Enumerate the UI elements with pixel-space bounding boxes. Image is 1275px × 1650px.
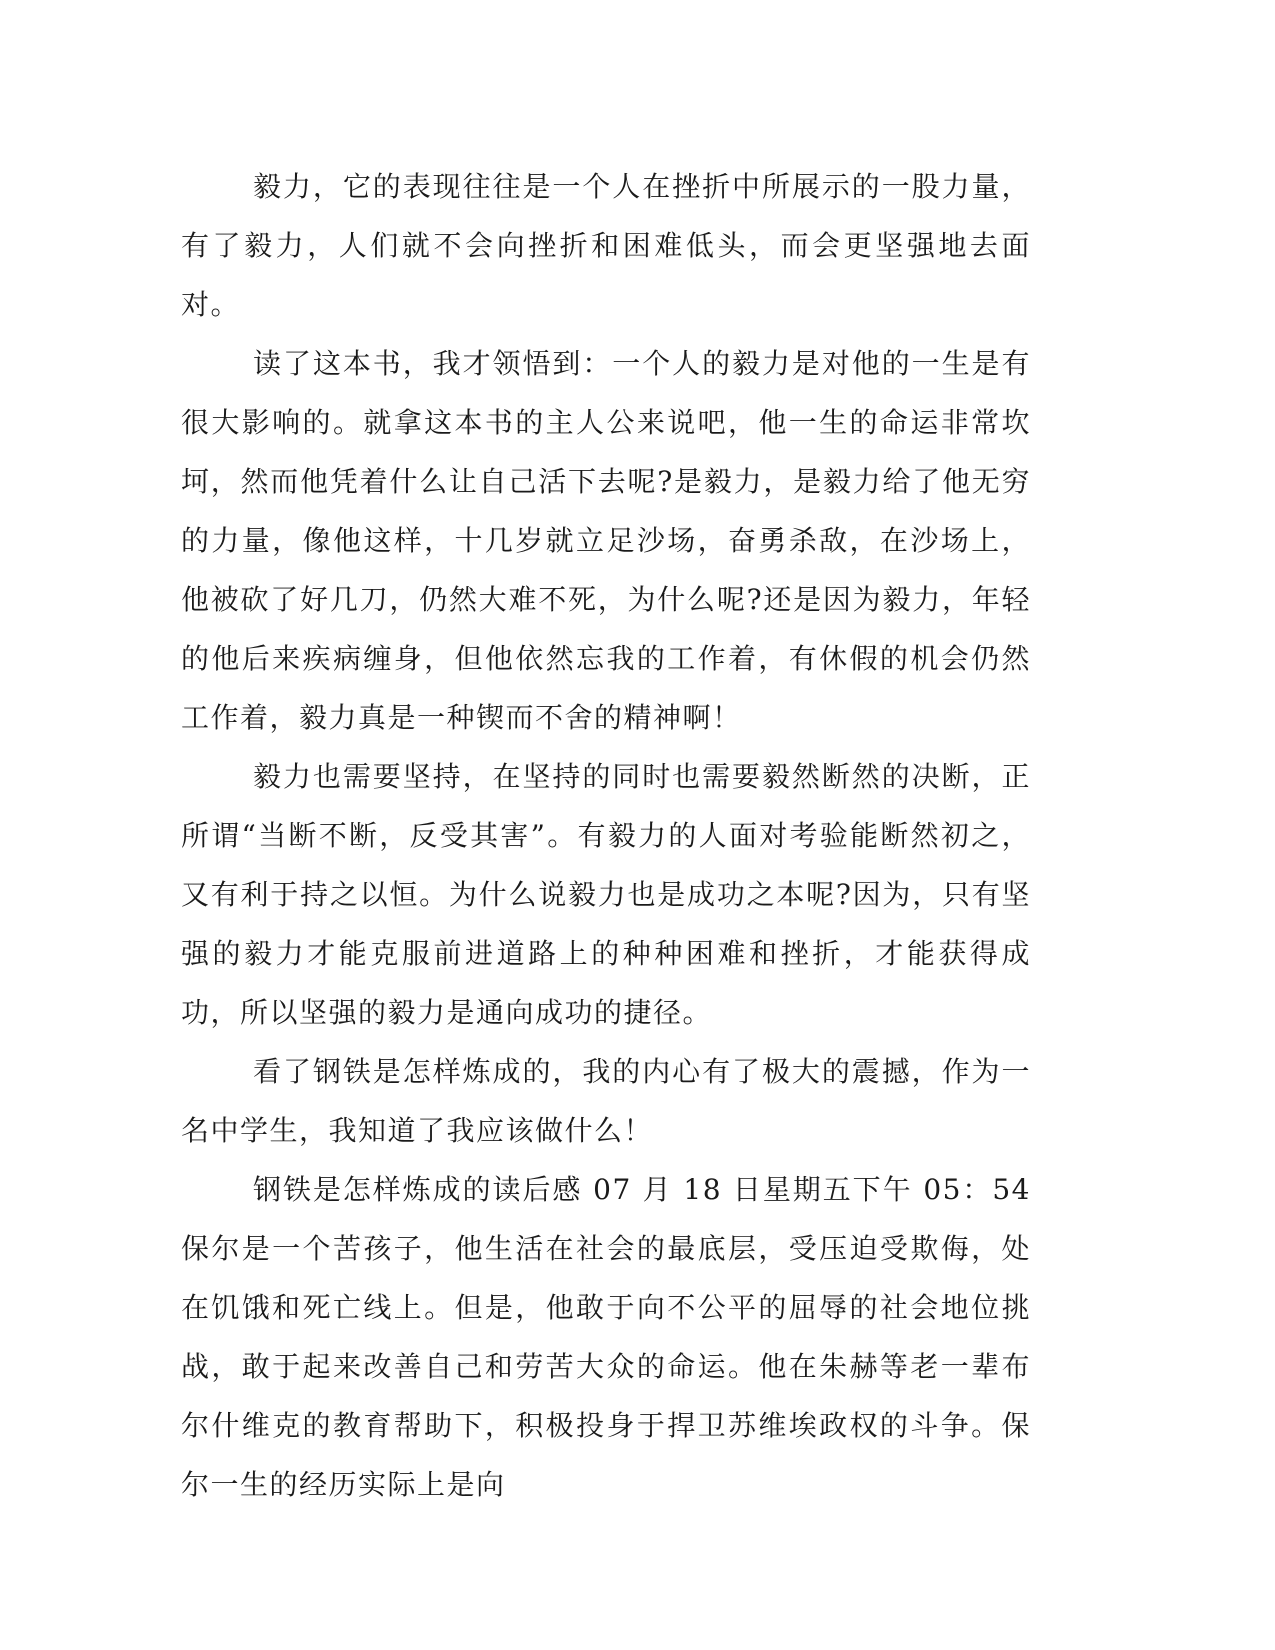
document-body <box>181 157 1031 1514</box>
paragraph-book-reflection: 读了这本书，我才领悟到：一个人的毅力是对他的一生是有很大影响的。就拿这本书的主人公来说吧，他一生的命运非常坎坷，然而他凭着什么让自己活下去呢?是毅力，是毅力给了他无穷的力量，像他这样，十几岁就立足沙场，奋勇杀敌，在沙场上，他被砍了好几刀，仍然大难不死，为什么呢?还是因为毅力，年轻的他后来疾病缠身，但他依然忘我的工作着，有休假的机会仍然工作着，毅力真是一种锲而不舍的精神啊！ <box>181 347 1031 734</box>
paragraph-second-essay: 钢铁是怎样炼成的读后感 07 月 18 日星期五下午 05：54 保尔是一个苦孩子，他生活在社会的最底层，受压迫受欺侮，处在饥饿和死亡线上。但是，他敢于向不公平的屈辱的社会地位挑战，敢于起来改善自己和劳苦大众的命运。他在朱赫等老一辈布尔什维克的教育帮助下，积极投身于捍卫苏维埃政权的斗争。保尔一生的经历实际上是向 <box>181 1173 1031 1501</box>
paragraph-perseverance-decision: 毅力也需要坚持，在坚持的同时也需要毅然断然的决断，正所谓“当断不断，反受其害”。有毅力的人面对考验能断然初之，又有利于持之以恒。为什么说毅力也是成功之本呢?因为，只有坚强的毅力才能克服前进道路上的种种困难和挫折，才能获得成功，所以坚强的毅力是通向成功的捷径。 <box>181 760 1031 1029</box>
paragraph-perseverance-definition: 毅力，它的表现往往是一个人在挫折中所展示的一股力量，有了毅力，人们就不会向挫折和困难低头，而会更坚强地去面对。 <box>181 170 1031 321</box>
paragraph-conclusion: 看了钢铁是怎样炼成的，我的内心有了极大的震撼，作为一名中学生，我知道了我应该做什么！ <box>181 1055 1031 1147</box>
